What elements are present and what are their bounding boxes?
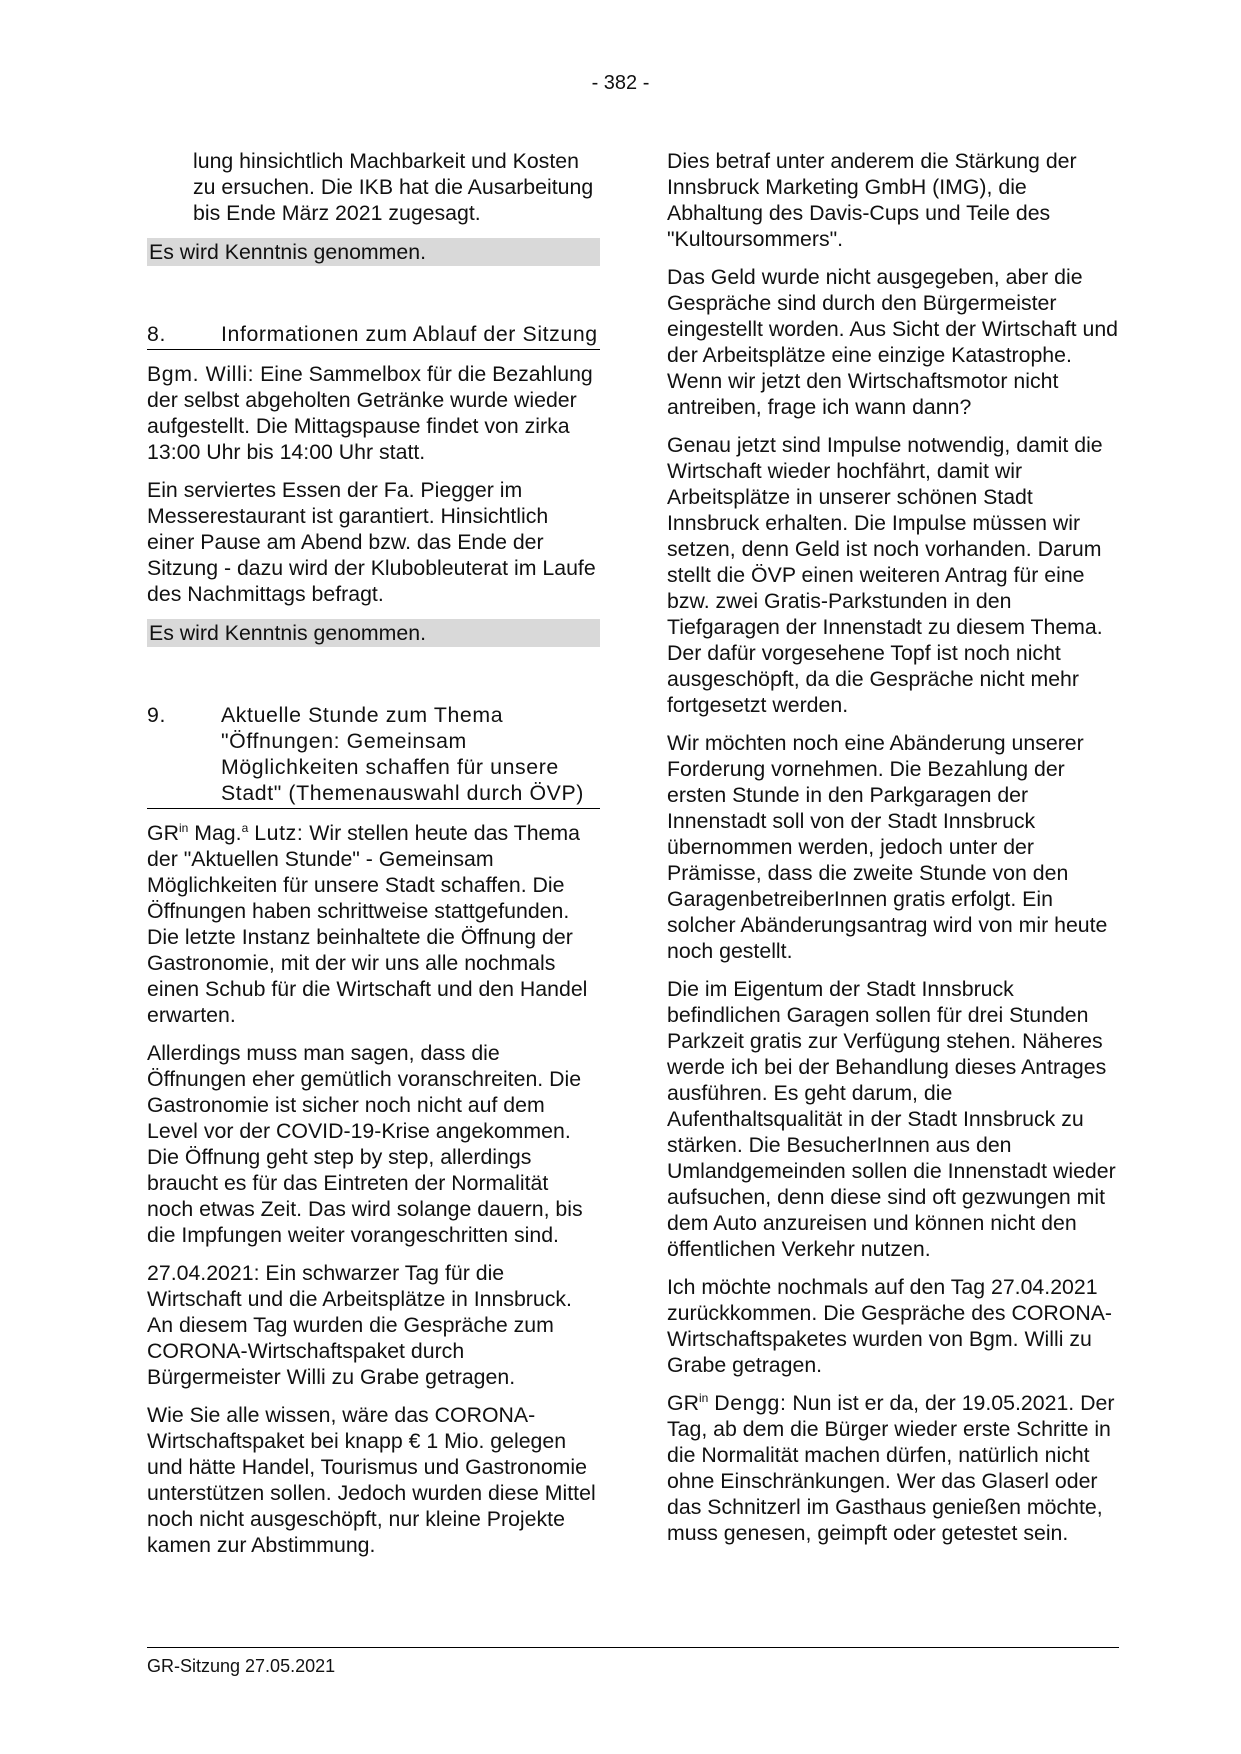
agenda-item-8 bbox=[147, 321, 600, 350]
notice-kenntnis-1: Es wird Kenntnis genommen. bbox=[147, 238, 600, 266]
speech-paragraph: $GR^{in}$ Mag.$^a$ Lutz: Wir stellen heute das Thema der "Aktuellen Stunde" - Gemeinsam Möglichkeiten für unsere Stadt schaffen. Die Öffnungen haben schrittweise stattgefunden. Die letzte Instanz beinhaltete die Öffnung der Gastronomie, mit der wir uns alle nochmals einen Schub für die Wirtschaft und den Handel erwarten. bbox=[147, 820, 588, 1027]
speech-paragraph: Bgm. Willi: Eine Sammelbox für die Bezahlung der selbst abgeholten Getränke wurde wieder aufgestellt. Die Mittagspause findet von zirka 13:00 Uhr bis 14:00 Uhr statt. bbox=[147, 362, 593, 464]
speech-paragraph: Dies betraf unter anderem die Stärkung der Innsbruck Marketing GmbH (IMG), die Abhaltung des Davis-Cups und Teile des "Kultoursommers". bbox=[667, 149, 1077, 251]
agenda-item-9 bbox=[147, 702, 600, 809]
intro-paragraph: lung hinsichtlich Machbarkeit und Kosten zu ersuchen. Die IKB hat die Ausarbeitung bis Ende März 2021 zugesagt. bbox=[193, 149, 594, 225]
agenda-item-number: 9. bbox=[147, 703, 166, 727]
speech-paragraph: Ich möchte nochmals auf den Tag 27.04.2021 zurückkommen. Die Gespräche des CORONA-Wirtschaftspaketes wurden von Bgm. Willi zu Grabe getragen. bbox=[667, 1275, 1113, 1377]
speech-paragraph: Allerdings muss man sagen, dass die Öffnungen eher gemütlich voranschreiten. Die Gastronomie ist sicher noch nicht auf dem Level vor der COVID-19-Krise angekommen. Die Öffnung geht step by step, allerdings braucht es für das Eintreten der Normalität noch etwas Zeit. Das wird solange dauern, bis die Impfungen weiter vorangeschritten sind. bbox=[147, 1041, 583, 1247]
footer-session-date: GR-Sitzung 27.05.2021 bbox=[147, 1656, 336, 1676]
speech-paragraph: Ein serviertes Essen der Fa. Piegger im Messerestaurant ist garantiert. Hinsichtlich einer Pause am Abend bzw. das Ende der Sitzung - dazu wird der Klubobleuterat im Laufe des Nachmittags befragt. bbox=[147, 478, 596, 606]
speech-paragraph: 27.04.2021: Ein schwarzer Tag für die Wirtschaft und die Arbeitsplätze in Innsbruck. An diesem Tag wurden die Gespräche zum CORONA-Wirtschaftspaket durch Bürgermeister Willi zu Grabe getragen. bbox=[147, 1261, 572, 1389]
speech-paragraph: Genau jetzt sind Impulse notwendig, damit die Wirtschaft wieder hochfährt, damit wir Arbeitsplätze in unserer schönen Stadt Innsbruck erhalten. Die Impulse müssen wir setzen, denn Geld ist noch vorhanden. Darum stellt die ÖVP einen weiteren Antrag für eine bzw. zwei Gratis-Parkstunden in den Tiefgaragen der Innenstadt zu diesem Thema. Der dafür vorgesehene Topf ist noch nicht ausgeschöpft, da die Gespräche nicht mehr fortgesetzt werden. bbox=[667, 433, 1103, 717]
notice-kenntnis-2: Es wird Kenntnis genommen. bbox=[147, 619, 600, 647]
speech-paragraph: Wir möchten noch eine Abänderung unserer Forderung vornehmen. Die Bezahlung der ersten Stunde in den Parkgaragen der Innenstadt soll von der Stadt Innsbruck übernommen werden, jedoch unter der Prämisse, dass die zweite Stunde von den GaragenbetreiberInnen gratis erfolgt. Ein solcher Abänderungsantrag wird von mir heute noch gestellt. bbox=[667, 731, 1108, 963]
speaker-name: $GR^{in}$ Dengg: bbox=[667, 1390, 787, 1415]
agenda-item-title: Aktuelle Stunde zum Thema "Öffnungen: Gemeinsam Möglichkeiten schaffen für unsere Stadt" (Themenauswahl durch ÖVP) bbox=[221, 703, 584, 805]
speech-paragraph: $GR^{in}$ Dengg: Nun ist er da, der 19.05.2021. Der Tag, ab dem die Bürger wieder erste Schritte in die Normalität machen dürfen, natürlich nicht ohne Einschränkungen. Wer das Glaserl oder das Schnitzerl im Gasthaus genießen möchte, muss genesen, geimpft oder getestet sein. bbox=[667, 1390, 1115, 1545]
left-column bbox=[147, 148, 600, 1570]
speaker-name: $GR^{in}$ Mag.$^a$ Lutz: bbox=[147, 820, 304, 845]
agenda-item-title: Informationen zum Ablauf der Sitzung bbox=[221, 322, 598, 346]
speech-paragraph: Die im Eigentum der Stadt Innsbruck befindlichen Garagen sollen für drei Stunden Parkzeit gratis zur Verfügung stehen. Näheres werde ich bei der Behandlung dieses Antrages ausführen. Es geht darum, die Aufenthaltsqualität in der Stadt Innsbruck zu stärken. Die BesucherInnen aus den Umlandgemeinden sollen die Innenstadt wieder aufsuchen, denn diese sind oft gezwungen mit dem Auto anzureisen und können nicht den öffentlichen Verkehr nutzen. bbox=[667, 977, 1116, 1261]
footer-divider bbox=[147, 1647, 1119, 1648]
page-number: - 382 - bbox=[591, 72, 650, 94]
agenda-item-number: 8. bbox=[147, 322, 166, 346]
right-column bbox=[667, 148, 1120, 1558]
speech-paragraph: Wie Sie alle wissen, wäre das CORONA-Wirtschaftspaket bei knapp € 1 Mio. gelegen und hätte Handel, Tourismus und Gastronomie unterstützen sollen. Jedoch wurden diese Mittel noch nicht ausgeschöpft, nur kleine Projekte kamen zur Abstimmung. bbox=[147, 1403, 596, 1557]
speech-paragraph: Das Geld wurde nicht ausgegeben, aber die Gespräche sind durch den Bürgermeister eingestellt worden. Aus Sicht der Wirtschaft und der Arbeitsplätze eine einzige Katastrophe. Wenn wir jetzt den Wirtschaftsmotor nicht antreiben, frage ich wann dann? bbox=[667, 265, 1119, 419]
speaker-name: Bgm. Willi: bbox=[147, 362, 255, 386]
